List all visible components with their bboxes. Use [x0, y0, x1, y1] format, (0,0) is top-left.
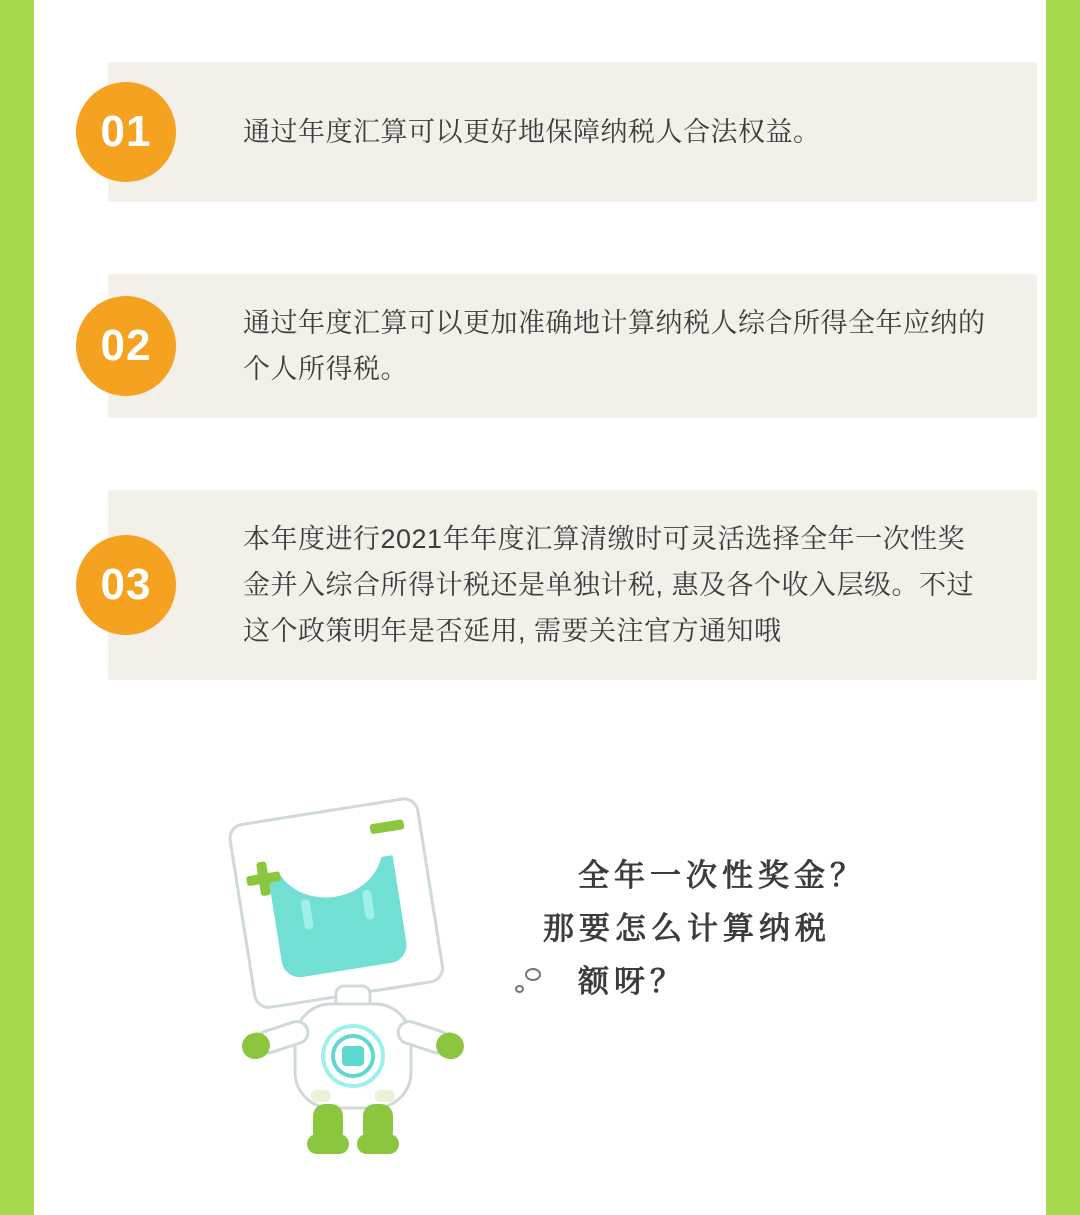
thought-dot-large	[525, 968, 541, 981]
illustration-area	[43, 790, 1037, 1190]
content-area	[43, 0, 1037, 1215]
thought-dot-small	[515, 985, 524, 993]
list-item-badge: 03	[76, 535, 176, 635]
list-item-text: 本年度进行2021年年度汇算清缴时可灵活选择全年一次性奖金并入综合所得计税还是单独计税, 惠及各个收入层级。不过这个政策明年是否延用, 需要关注官方通知哦	[243, 524, 975, 646]
list-item-bar	[108, 490, 1037, 680]
thought-dots-icon	[515, 968, 541, 993]
robot-mascot-icon	[203, 790, 503, 1170]
list-item	[43, 274, 1037, 418]
speech-line-3: 额呀？	[578, 964, 686, 1000]
right-white-gap	[1037, 0, 1046, 1215]
list-item-bar	[108, 274, 1037, 418]
speech-line-2: 那要怎么计算纳税	[543, 911, 831, 947]
left-green-border	[0, 0, 34, 1215]
right-green-border	[1046, 0, 1080, 1215]
list-item-badge: 02	[76, 296, 176, 396]
numbered-list	[43, 0, 1037, 680]
speech-line-1: 全年一次性奖金？	[578, 858, 866, 894]
speech-bubble-text	[533, 850, 973, 1009]
list-item-text: 通过年度汇算可以更好地保障纳税人合法权益。	[243, 117, 821, 147]
list-item	[43, 490, 1037, 680]
list-item-bar	[108, 62, 1037, 202]
list-item-badge: 01	[76, 82, 176, 182]
list-item-text: 通过年度汇算可以更加准确地计算纳税人综合所得全年应纳的个人所得税。	[243, 308, 986, 384]
left-white-gap	[34, 0, 43, 1215]
list-item	[43, 62, 1037, 202]
